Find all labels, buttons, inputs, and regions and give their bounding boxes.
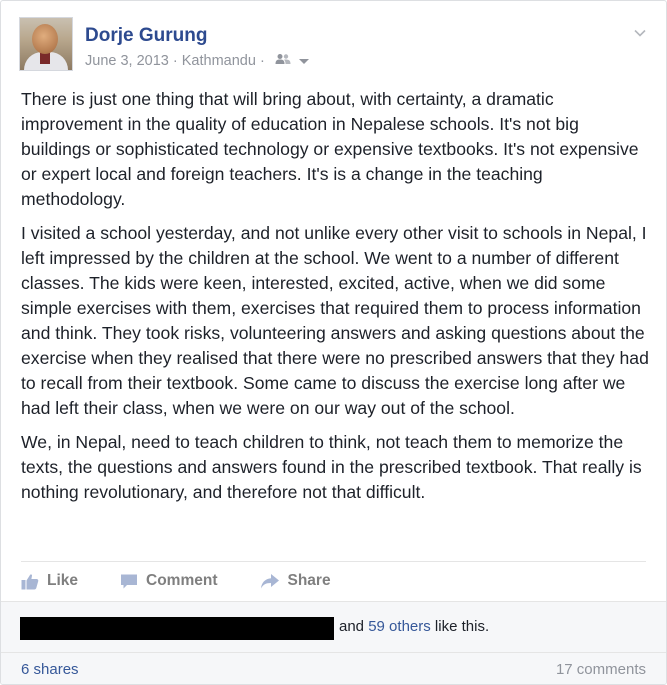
- comment-label: Comment: [146, 572, 218, 589]
- avatar-face: [32, 24, 58, 54]
- action-bar: [21, 567, 373, 595]
- others-link[interactable]: 59 others: [368, 618, 431, 635]
- comments-count[interactable]: 17 comments: [555, 661, 646, 678]
- post-date[interactable]: June 3, 2013: [85, 53, 169, 69]
- divider: [1, 652, 666, 653]
- comment-button[interactable]: [120, 572, 217, 590]
- share-button[interactable]: [260, 572, 331, 590]
- chevron-down-icon[interactable]: [634, 27, 646, 39]
- comment-icon: [120, 573, 138, 590]
- likes-prefix: and: [339, 618, 365, 635]
- avatar[interactable]: [19, 17, 73, 71]
- likes-summary: [339, 618, 489, 635]
- share-label: Share: [287, 572, 331, 589]
- author-name[interactable]: Dorje Gurung: [85, 25, 208, 46]
- meta-separator: ·: [172, 53, 178, 69]
- like-button[interactable]: [21, 572, 78, 590]
- post-footer: [1, 601, 666, 684]
- audience-caret-icon[interactable]: [299, 59, 309, 64]
- post-paragraph: I visited a school yesterday, and not unlike every other visit to schools in Nepal, I left impressed by the children at the school. We went to a number of different classes. The kids were keen, interested, excited, active, when we did some simple exercises with them, exercises that required them to process information and think. They took risks, volunteering answers and asking questions about the exercise when they realised that there were no prescribed answers that they had to recall from their textbook. Some came to discuss the exercise long after we had left their class, when we were on our way out of the school.: [21, 223, 649, 418]
- post-body: [21, 87, 649, 514]
- divider: [21, 561, 646, 562]
- post-paragraph: We, in Nepal, need to teach children to think, not teach them to memorize the texts, the questions and answers found in the prescribed textbook. That really is nothing revolutionary, and therefore not that difficult.: [21, 432, 642, 502]
- likes-suffix: like this.: [434, 618, 490, 635]
- meta-separator-2: ·: [259, 53, 265, 69]
- share-arrow-icon: [260, 573, 280, 590]
- post-meta: [85, 53, 309, 69]
- post-paragraph: There is just one thing that will bring about, with certainty, a dramatic improvement in the quality of education in Nepalese schools. It's not big buildings or sophisticated technology or expensive textbooks. It's not expensive or expert local and foreign teachers. It's is a change in the teaching methodology.: [21, 89, 639, 209]
- like-label: Like: [47, 572, 79, 589]
- redacted-names: [20, 617, 334, 640]
- friends-icon[interactable]: [275, 53, 291, 69]
- shares-link[interactable]: 6 shares: [21, 661, 79, 678]
- post-location[interactable]: Kathmandu: [181, 53, 256, 69]
- thumbs-up-icon: [21, 573, 39, 590]
